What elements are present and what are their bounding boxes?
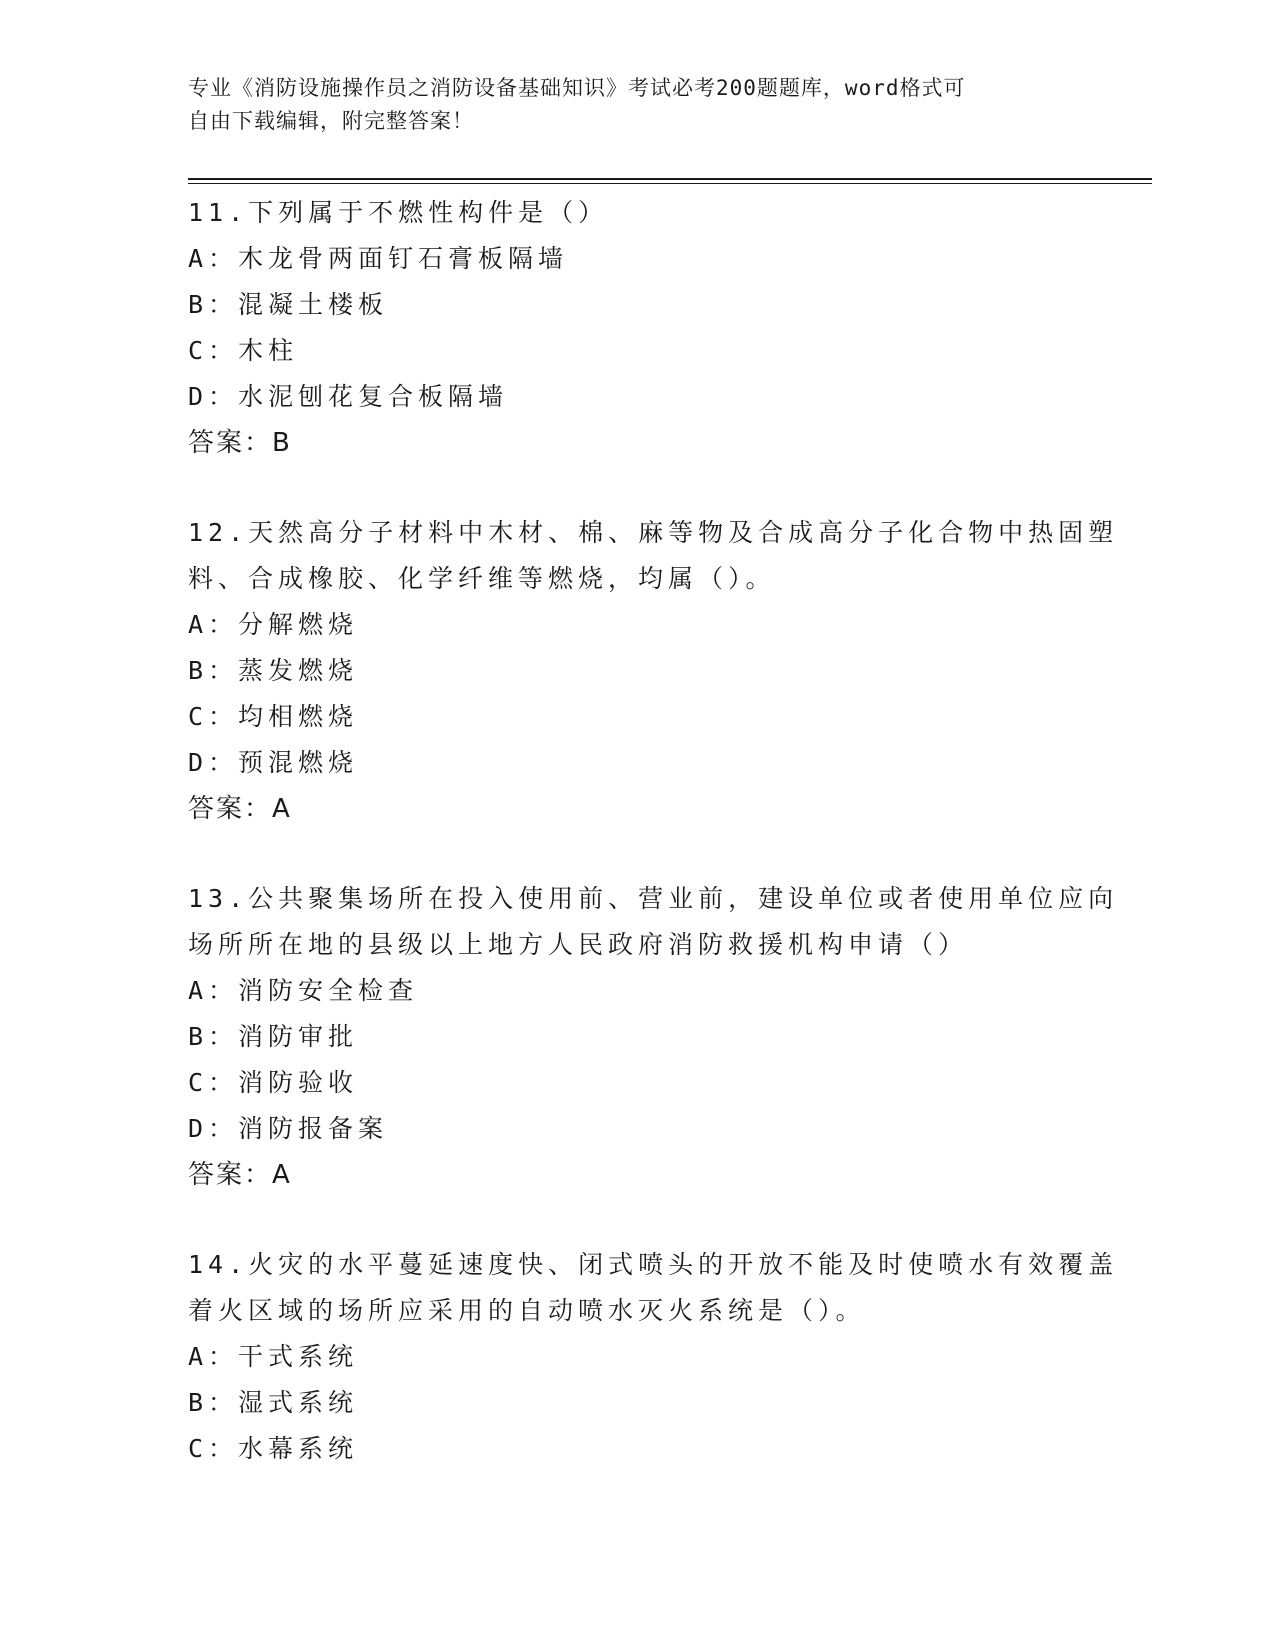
question-stem: 13.公共聚集场所在投入使用前、营业前，建设单位或者使用单位应向: [188, 884, 1119, 913]
document-header: [188, 72, 1068, 138]
header-line-1: 专业《消防设施操作员之消防设备基础知识》考试必考200题题库，word格式可: [188, 76, 966, 100]
header-line-2: 自由下载编辑，附完整答案！: [188, 109, 474, 133]
question-list: [188, 190, 1119, 1516]
option-a: A：干式系统: [188, 1342, 359, 1371]
option-b: B：消防审批: [188, 1022, 359, 1051]
question-stem: 12.天然高分子材料中木材、棉、麻等物及合成高分子化合物中热固塑: [188, 518, 1119, 547]
option-b: B：混凝土楼板: [188, 290, 389, 319]
option-c: C：木柱: [188, 336, 299, 365]
option-c: C：水幕系统: [188, 1434, 359, 1463]
question-stem: 14.火灾的水平蔓延速度快、闭式喷头的开放不能及时使喷水有效覆盖: [188, 1250, 1119, 1279]
option-a: A：消防安全检查: [188, 976, 419, 1005]
question-13: [188, 876, 1119, 1198]
option-d: D：水泥刨花复合板隔墙: [188, 382, 509, 411]
option-a: A：分解燃烧: [188, 610, 359, 639]
answer-label: 答案：A: [188, 794, 292, 824]
answer-label: 答案：B: [188, 428, 292, 458]
question-stem-continued: 场所所在地的县级以上地方人民政府消防救援机构申请（）: [188, 930, 969, 959]
question-11: [188, 190, 1088, 466]
option-a: A：木龙骨两面钉石膏板隔墙: [188, 244, 569, 273]
header-divider-thin: [188, 183, 1152, 184]
option-c: C：消防验收: [188, 1068, 359, 1097]
option-c: C：均相燃烧: [188, 702, 359, 731]
option-d: D：预混燃烧: [188, 748, 359, 777]
option-b: B：湿式系统: [188, 1388, 359, 1417]
question-stem-continued: 料、合成橡胶、化学纤维等燃烧，均属（）。: [188, 564, 776, 593]
header-divider-thick: [188, 178, 1152, 180]
question-stem-continued: 着火区域的场所应采用的自动喷水灭火系统是（）。: [188, 1296, 866, 1325]
answer-label: 答案：A: [188, 1160, 292, 1190]
question-stem: 11.下列属于不燃性构件是（）: [188, 198, 609, 227]
option-d: D：消防报备案: [188, 1114, 389, 1143]
option-b: B：蒸发燃烧: [188, 656, 359, 685]
question-12: [188, 510, 1119, 832]
question-14: [188, 1242, 1119, 1472]
